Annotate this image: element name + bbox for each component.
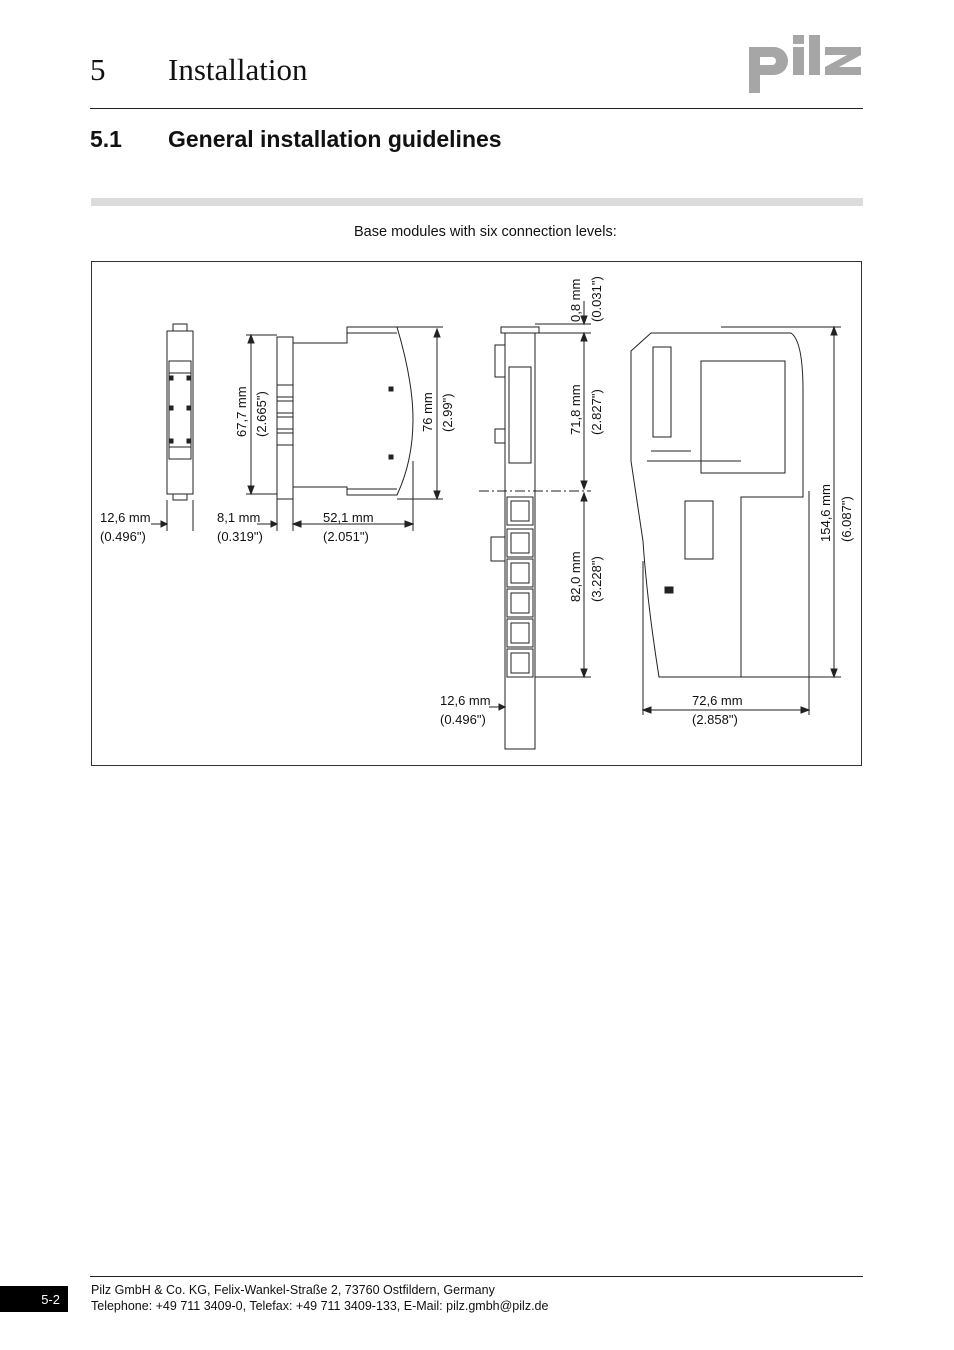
dim-label: (0.496") bbox=[440, 712, 486, 727]
side-view-base-module bbox=[631, 327, 841, 715]
dim-label: 76 mm bbox=[420, 392, 435, 432]
dim-label: 8,1 mm bbox=[217, 510, 261, 525]
dim-label: 154,6 mm bbox=[818, 484, 833, 542]
figure-caption: Base modules with six connection levels: bbox=[354, 224, 617, 240]
dim-label: (3.228") bbox=[589, 556, 604, 602]
chapter-number: 5 bbox=[90, 52, 106, 87]
dim-label: (0.319") bbox=[217, 529, 263, 544]
header-rule bbox=[90, 108, 863, 109]
dim-label: (0.496") bbox=[100, 529, 146, 544]
dim-label: 67,7 mm bbox=[234, 386, 249, 437]
dim-label: 0,8 mm bbox=[568, 278, 583, 322]
footer-rule bbox=[90, 1276, 863, 1277]
dim-label: (2.051") bbox=[323, 529, 369, 544]
dim-label: 71,8 mm bbox=[568, 384, 583, 435]
front-view-module bbox=[151, 324, 193, 531]
dimension-drawing bbox=[91, 261, 862, 766]
pilz-logo bbox=[747, 33, 865, 95]
dim-label: 82,0 mm bbox=[568, 551, 583, 602]
side-view-module bbox=[246, 327, 443, 531]
page-number: 5-2 bbox=[0, 1286, 68, 1312]
footer-contact: Telephone: +49 711 3409-0, Telefax: +49 711 3409-133, E-Mail: pilz.gmbh@pilz.de bbox=[91, 1299, 549, 1313]
dim-label: (0.031") bbox=[589, 276, 604, 322]
section-divider bbox=[91, 198, 863, 206]
front-view-base-module bbox=[479, 301, 591, 749]
footer-address: Pilz GmbH & Co. KG, Felix-Wankel-Straße 2, 73760 Ostfildern, Germany bbox=[91, 1283, 495, 1297]
connection-levels bbox=[507, 497, 533, 677]
chapter-title: Installation bbox=[168, 52, 308, 87]
dim-label: 12,6 mm bbox=[440, 693, 491, 708]
section-number: 5.1 bbox=[90, 126, 122, 152]
dim-label: (6.087") bbox=[839, 496, 854, 542]
section-title: General installation guidelines bbox=[168, 126, 502, 152]
dim-label: 72,6 mm bbox=[692, 693, 743, 708]
dim-label: (2.827") bbox=[589, 389, 604, 435]
dim-label: (2.858") bbox=[692, 712, 738, 727]
dim-label: (2.665") bbox=[254, 391, 269, 437]
dim-label: 12,6 mm bbox=[100, 510, 151, 525]
dim-label: (2.99") bbox=[440, 393, 455, 432]
dim-label: 52,1 mm bbox=[323, 510, 374, 525]
